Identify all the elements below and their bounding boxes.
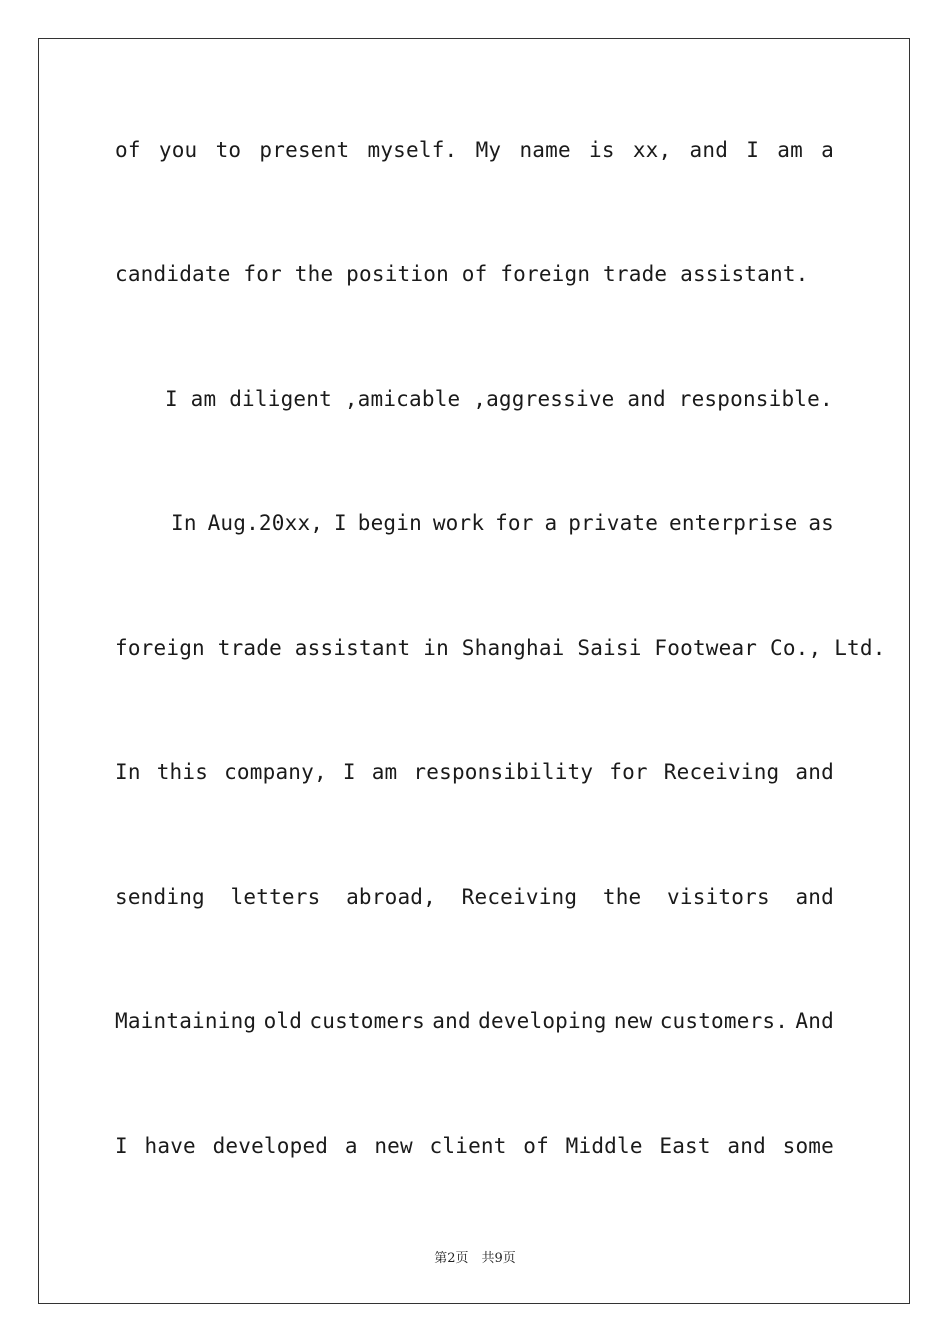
body-text-line: In Aug.20xx, I begin work for a private enterprise as xyxy=(171,511,834,535)
body-text-line: foreign trade assistant in Shanghai Saisi Footwear Co., Ltd. xyxy=(115,636,886,660)
page-number-footer: 第2页 共9页 xyxy=(434,1251,516,1266)
body-text-line: Maintaining old customers and developing new customers. And xyxy=(115,1009,834,1033)
body-text-line: I am diligent ,amicable ,aggressive and responsible. xyxy=(165,387,833,411)
page-border xyxy=(38,38,910,1304)
body-text-line: In this company, I am responsibility for Receiving and xyxy=(115,760,834,784)
body-text-line: sending letters abroad, Receiving the visitors and xyxy=(115,885,834,909)
body-text-line: candidate for the position of foreign trade assistant. xyxy=(115,262,809,286)
body-text-line: of you to present myself. My name is xx, and I am a xyxy=(115,138,834,162)
body-text-line: I have developed a new client of Middle East and some xyxy=(115,1134,834,1158)
